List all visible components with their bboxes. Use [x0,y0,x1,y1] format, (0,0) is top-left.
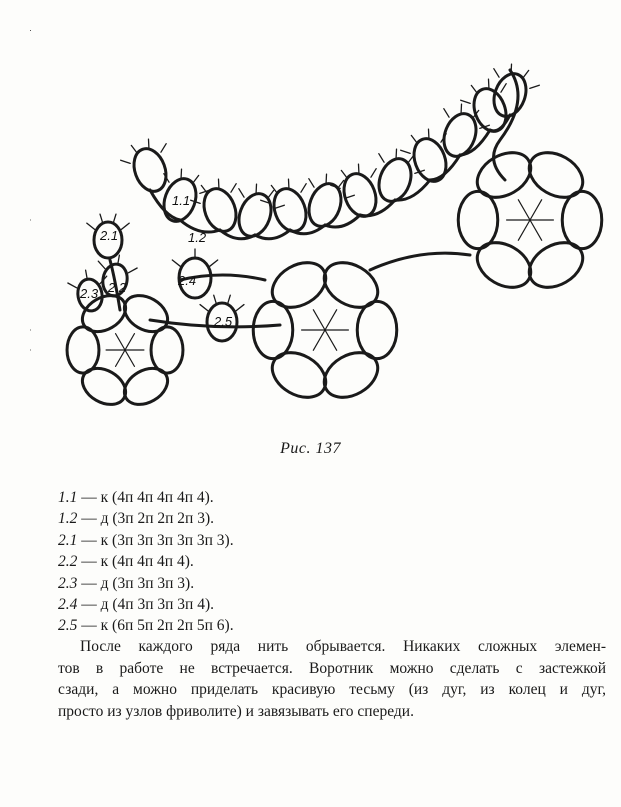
tatting-ring [469,144,538,207]
join-line [313,330,325,350]
figure-label: 2.2 [108,280,127,295]
figure-label: 2.1 [100,228,119,243]
tatting-ring [118,288,174,339]
join-line [518,220,530,240]
figure-label: 2.3 [80,286,99,301]
lace-shapes [30,30,602,412]
legend-id: 2.5 [58,617,78,635]
tatting-ring [268,184,311,236]
tatting-ring [316,344,385,407]
join-line [125,334,134,350]
picot [239,189,244,198]
tatting-ring [67,327,99,373]
join-line [518,200,530,220]
picot [100,214,103,224]
join-line [125,350,134,366]
picot [172,260,180,266]
picot [530,85,539,88]
legend-row-1-1 [58,487,234,508]
picot [461,100,470,103]
tatting-ring [316,254,385,317]
picot [494,69,499,78]
picot [309,179,314,188]
picot [401,150,410,153]
legend-id: 2.2 [58,553,78,571]
picot [121,223,129,229]
picot [501,84,506,93]
picot [128,268,137,273]
legend-text: — д (4п 3п 3п 3п 4). [77,596,215,614]
figure-label: 2.5 [214,314,233,329]
figure-label: 2.4 [178,273,197,288]
picot [193,175,199,183]
tatting-ring [488,69,531,121]
legend-text: — к (6п 5п 2п 2п 5п 6). [77,617,234,635]
tatting-ring [521,234,590,297]
legend-row-1-2 [58,508,234,529]
tatting-ring [264,254,333,317]
join-line [116,350,125,366]
paragraph-line: просто из узлов фриволите) и завязывать его спереди. [58,702,414,720]
picot [523,70,529,78]
legend-text: — д (3п 3п 3п 3). [77,574,195,592]
tatting-ring [76,361,132,412]
picot [68,283,77,288]
legend-text: — д (3п 2п 2п 2п 3). [77,510,215,528]
legend-id: 2.1 [58,531,78,549]
tatting-ring [562,191,602,248]
tatting-ring [118,361,174,412]
lace-collar-figure [30,30,610,450]
tatting-chain [370,253,470,270]
picot [444,109,449,118]
join-line [530,200,542,220]
tatting-ring [151,327,183,373]
picot [113,214,116,224]
figure-label: 1.2 [188,230,207,245]
join-line [325,310,337,330]
picot [131,145,137,153]
picot [98,261,105,268]
picot [471,85,477,93]
join-line [116,334,125,350]
legend-id: 1.1 [58,489,78,506]
legend-id: 2.4 [58,596,78,614]
join-line [325,330,337,350]
tatting-ring [521,144,590,207]
picot [411,135,417,143]
legend-text: — к (4п 4п 4п 4). [77,553,194,571]
legend-row-2-4 [58,594,234,615]
figure-caption: Рис. 137 [280,440,341,457]
picot [161,144,166,153]
lace-diagram [30,30,610,450]
picot [371,169,376,178]
legend-id: 2.3 [58,574,78,592]
pattern-legend [58,487,234,637]
legend-row-2-1 [58,530,234,551]
tatting-ring [469,234,538,297]
legend-id: 1.2 [58,510,78,528]
picot [236,305,244,311]
picot [379,154,384,163]
picot [87,223,95,229]
tatting-ring [458,191,498,248]
picot [341,170,347,178]
tatting-ring [303,179,346,231]
tatting-ring [253,301,293,358]
picot [275,205,284,208]
picot [210,260,218,266]
tatting-ring [233,189,276,241]
figure-label: 1.1 [172,193,191,208]
picot [200,305,208,311]
picot [301,184,306,193]
tatting-ring [128,144,171,196]
instructions-paragraph [58,636,606,722]
paragraph-line: После каждого ряда нить обрывается. Никаких сложных элемен- [80,638,606,655]
picot [268,190,274,198]
join-line [530,220,542,240]
paragraph-line: тов в работе не встречается. Воротник можно сделать с застежкой [58,659,606,677]
join-line [313,310,325,330]
paragraph-line: сзади, а можно приделать красивую тесьму (из дуг, из колец и дуг, [58,681,606,699]
legend-row-2-3 [58,573,234,594]
picot [231,184,236,193]
tatting-ring [357,301,397,358]
picot [121,160,130,163]
legend-text: — к (4п 4п 4п 4п 4). [77,489,214,506]
legend-text: — к (3п 3п 3п 3п 3п 3). [77,531,234,549]
legend-row-2-5 [58,615,234,636]
tatting-ring [264,344,333,407]
legend-row-2-2 [58,551,234,572]
